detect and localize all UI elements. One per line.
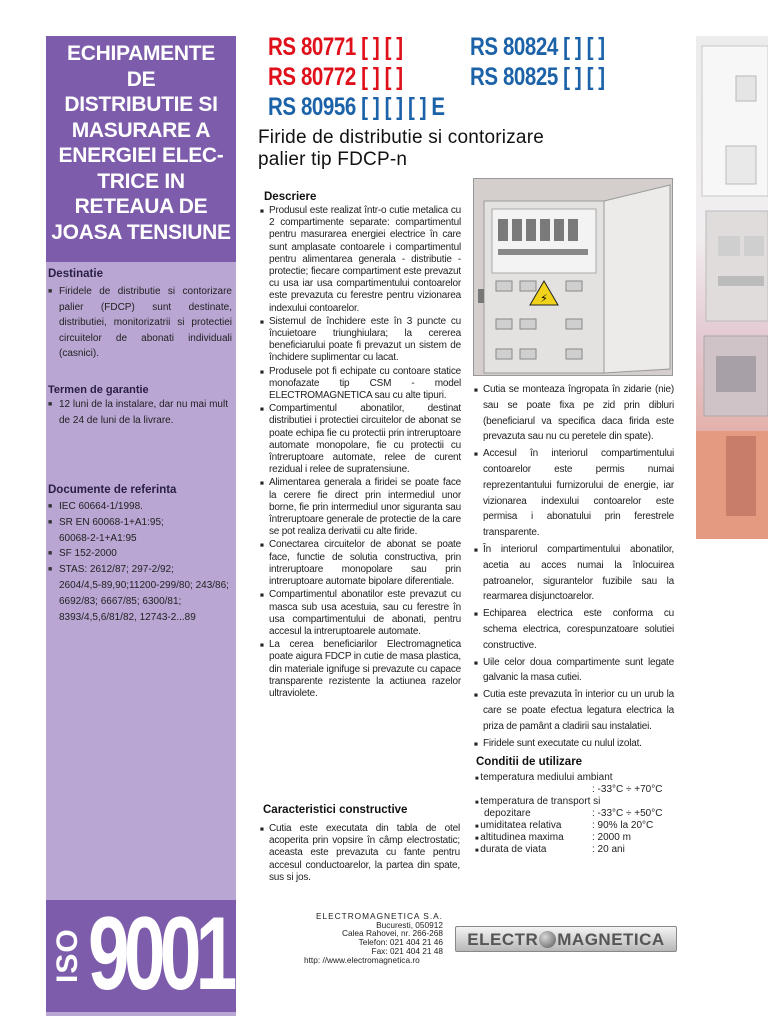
destinatie-text [48,284,232,362]
banner-line: RETEAUA DE [74,195,208,218]
banner-line: DISTRIBUTIE SI [64,93,218,116]
list-item-continuation: 60068-2-1+A1:95 [59,532,137,544]
product-code: RS 80772 [ ] [ ] [268,63,403,91]
list-item-continuation: 8393/4,5,6/81/82, 12743-2...89 [59,611,196,623]
list-item: ■ Firidele sunt executate cu nulul izolat. [474,736,674,752]
cond-value: : 2000 m [592,832,631,843]
iso-number: 9001 [88,900,232,1012]
cond-label: ■ temperatura de transport si [475,796,600,809]
product-code: RS 80956 [ ] [ ] [ ] E [268,93,445,121]
banner-line: TRICE IN [97,169,185,193]
subtitle-line: Firide de distributie si contorizare [258,127,544,148]
conditii-heading: Conditii de utilizare [476,756,583,768]
subtitle-line: palier tip FDCP-n [258,149,408,170]
descriere-heading: Descriere [264,191,317,203]
globe-icon [539,931,556,948]
banner-line: ENERGIEI ELEC- [58,144,224,167]
cond-label: depozitare [484,808,531,819]
list-item: ■ SF 152-2000 [48,546,234,562]
documente-list [48,499,234,625]
iso-badge [46,900,236,1012]
list-item: ■ SR EN 60068-1+A1:95; [48,515,234,531]
cond-label: ■ umiditatea relativa [475,820,561,833]
address-phone: Telefon: 021 404 21 46 [358,937,443,948]
company-address [300,912,443,964]
banner-line: MASURARE A [71,118,211,142]
company-logo [455,926,677,952]
cond-label: ■ temperatura mediului ambiant [475,772,613,785]
destinatie-heading: Destinatie [48,268,103,280]
banner-line: ECHIPAMENTE DE [67,42,215,91]
garantie-text [48,397,228,428]
warning-icon: ⚡ [540,292,548,305]
cabinet-illustration [696,36,768,539]
cond-label: ■ altitudinea maxima [475,832,564,845]
list-item: ■ Compartimentul abonatilor este prevazut cu masca sub usa acestuia, sau cu ferestre în usa compartimentului de abonati, pentru accesul la intreruptoarele automate. [260,589,461,638]
cond-value: : -33°C ÷ +70°C [592,784,663,795]
list-item: ■ Cutia este executata din tabla de otel acoperita prin vopsire în câmp electrostatic; aceasta este prevazuta cu fante pentru accesul conductoarelor, la partea din spate, sus si jos. [260,823,460,884]
cabinet-photo [474,179,673,376]
banner-line: JOASA TENSIUNE [51,220,231,244]
list-item: ■ Cutia este prevazuta în interior cu un urub la care se poate efectua legatura electrica la priza de pamânt a cladirii sau instalatiei. [474,687,674,734]
cond-value: : -33°C ÷ +50°C [592,808,663,819]
list-item: ■ Cutia se monteaza îngropata în zidarie (nie) sau se poate fixa pe zid prin dibluri (beneficiarul va specifica daca firida este prevazuta sau nu cu peretele din spate). [474,382,674,445]
caracteristici-heading: Caracteristici constructive [263,804,408,816]
address-fax: Fax: 021 404 21 48 [371,945,443,956]
list-item: ■ Compartimentul abonatilor, destinat distributiei i protectiei circuitelor de abonat se poate echipa fie cu protectii prin intreruptoare automate monopolare, fie cu protectii cu întreruptoare automate, relee de curent rezidual i relee de supratensiune. [260,403,461,476]
list-item: ■ STAS: 2612/87; 297-2/92; [48,562,234,578]
documente-heading: Documente de referinta [48,484,177,496]
caracteristici-list [260,823,460,884]
product-code: RS 80824 [ ] [ ] [470,33,605,61]
list-item: ■ Produsele pot fi echipate cu contoare statice monofazate tip CSM - model ELECTROMAGNETICA sau cu alte tipuri. [260,366,461,403]
address-city: Bucuresti, 050912 [376,919,443,930]
address-street: Calea Rahovei, nr. 266-268 [341,928,443,939]
list-item-continuation: 6692/83; 6667/85; 6300/81; [59,595,182,607]
product-photo [473,178,673,376]
logo-text: MAGNETICA [557,930,665,949]
list-item: ■ Conectarea circuitelor de abonat se poate face, functie de solutia constructiva, prin intreruptoare monopolare sau prin intreruptoare automate bipolare diferentiale. [260,539,461,588]
company-url[interactable]: http: //www.electromagnetica.ro [304,954,420,965]
list-item: ■ Produsul este realizat într-o cutie metalica cu 2 compartimente separate: compartimentul pentru masurarea energiei electrice în care sunt amplasate contoarele i compartimentul pentru alimentarea generala - distributie - protectie; fiecare compartiment este prevazut cu usa iar usa compartimentului contoarelor este prevazuta cu ferestre pentru vizionarea indexului contoarelor. [260,205,461,315]
sidebar-banner [46,36,236,262]
iso-label: ISO [51,928,84,984]
page-subtitle [258,127,544,171]
list-item-continuation: 2604/4,5-89,90;11200-299/80; 243/86; [59,579,229,591]
garantie-item: ■ 12 luni de la instalare, dar nu mai mult de 24 de luni de la livrare. [48,397,228,428]
list-item: ■ La cerea beneficiarilor Electromagnetica poate aigura FDCP in cutie de masa plastica, din materiale ignifuge si prevazute cu capace transparente rezistente la actiunea razelor ultraviolete. [260,639,461,700]
cond-value: : 90% la 20°C [592,820,654,831]
list-item: ■ Sistemul de închidere este în 3 puncte cu încuietoare triunghiulara; la cererea beneficiarului poate fi prevazut un sistem de închidere suplimentar cu lacat. [260,316,461,365]
cond-value: : 20 ani [592,844,625,855]
list-item: ■ Alimentarea generala a firidei se poate face la cerere fie direct prin intermediul unor borne, fie prin intermediul unor siguranta sau întreruptoare generale de protectie de la care se pot realiza derivatii cu alte firide. [260,477,461,538]
garantie-heading: Termen de garantie [48,384,149,396]
list-item: ■ În interiorul compartimentului abonatilor, acetia au acces numai la înlocuirea patroanelor, sigurantelor fuzibile sau la rearmarea disjunctoarelor. [474,542,674,605]
list-item: ■ Accesul în interiorul compartimentului contoarelor este permis numai reprezentantului furnizorului de energie, iar vizionarea indexului contoarelor este permisa i abonatului prin ferestrele transparente. [474,446,674,541]
logo-text: ELECTR [467,930,539,949]
conditii-table [475,772,685,856]
side-photo-strip [696,36,768,539]
product-code: RS 80771 [ ] [ ] [268,33,403,61]
list-item: ■ Uile celor doua compartimente sunt legate galvanic la masa cutiei. [474,655,674,687]
column3-list [474,382,674,752]
product-code: RS 80825 [ ] [ ] [470,63,605,91]
list-item: ■ Echiparea electrica este conforma cu schema electrica, corespunzatoare solutiei constructive. [474,606,674,653]
list-item: ■ IEC 60664-1/1998. [48,499,234,515]
cond-label: ■ durata de viata [475,844,546,857]
descriere-list [260,205,461,701]
destinatie-item: ■ Firidele de distributie si contorizare palier (FDCP) sunt destinate, distributiei, monitorizatrii si protectiei circuitelor de abonati individuali (casnici). [48,284,232,362]
company-name: ELECTROMAGNETICA S.A. [315,911,443,921]
